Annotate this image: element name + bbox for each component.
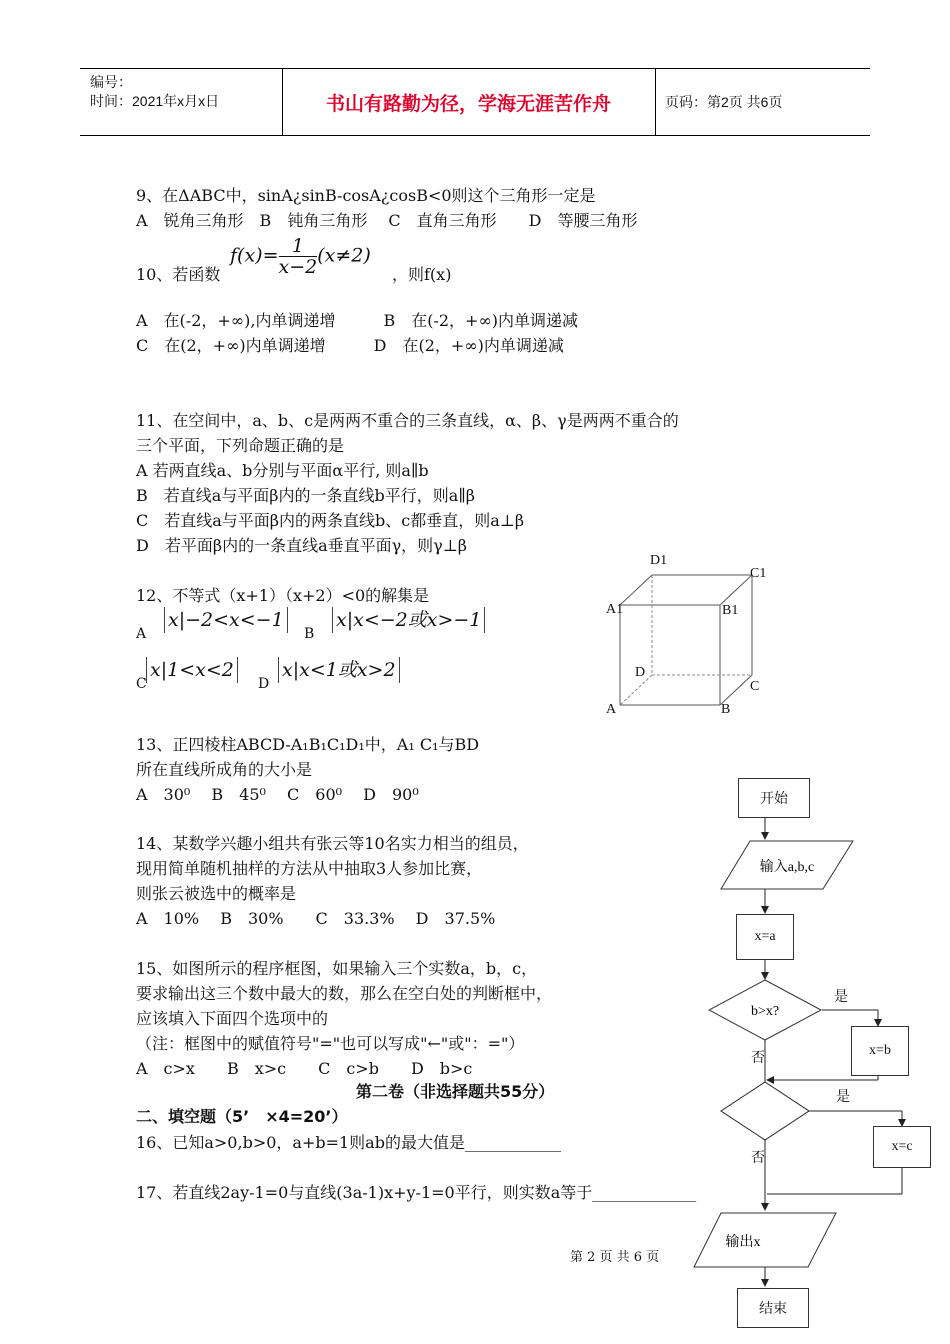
page-number: 页码：第2页 共6页 — [665, 94, 783, 110]
q12-b-set: x|x<−2或x>−1 — [332, 607, 485, 633]
q11-option-c: C 若直线a与平面β内的两条直线b、c都垂直，则a⊥β — [136, 511, 525, 530]
cube-label-a1: A1 — [606, 602, 624, 617]
q14-stem-2: 现用简单随机抽样的方法从中抽取3人参加比赛， — [136, 859, 483, 878]
q12-a-set: x|−2<x<−1 — [164, 607, 288, 633]
flow-decision1: b>x? — [750, 1004, 780, 1019]
cube-label-b: B — [721, 702, 731, 717]
q10-denominator: x−2 — [278, 256, 318, 278]
flow-input: 输入a,b,c — [759, 860, 815, 875]
q14-options: A 10% B 30% C 33.3% D 37.5% — [136, 909, 496, 928]
q15-stem-3: 应该填入下面四个选项中的 — [136, 1009, 329, 1028]
flow-assign-x-c: x=c — [873, 1126, 931, 1168]
q11-option-d: D 若平面β内的一条直线a垂直平面γ，则γ⊥β — [136, 536, 468, 555]
q13-options: A 30⁰ B 45⁰ C 60⁰ D 90⁰ — [136, 785, 419, 804]
flow-assign-x-a: x=a — [736, 914, 794, 960]
q11-option-b: B 若直线a与平面β内的一条直线b平行，则a∥β — [136, 486, 475, 505]
page-header — [80, 68, 870, 136]
section2-heading: 二、填空题（5’ ×4=20’） — [136, 1107, 348, 1126]
q10-suffix: ，则f(x) — [392, 265, 452, 284]
flow-output-shape — [693, 1212, 838, 1268]
q13-stem-2: 所在直线所成角的大小是 — [136, 760, 313, 779]
q10-options-2: C 在(2，+∞)内单调递增 D 在(2，+∞)内单调递减 — [136, 336, 564, 355]
flow-assign-x-b: x=b — [851, 1026, 909, 1076]
q10-func: f(x)= — [230, 244, 279, 267]
flow-output: 输出x — [725, 1235, 761, 1250]
part2-title: 第二卷（非选择题共55分） — [356, 1082, 555, 1101]
q10-formula — [230, 236, 371, 277]
cube-label-d: D — [635, 665, 646, 680]
q10-fraction — [279, 236, 318, 277]
q10-numerator: 1 — [279, 236, 318, 257]
q14-stem-1: 14、某数学兴趣小组共有张云等10名实力相当的组员， — [136, 834, 529, 853]
header-divider — [655, 69, 656, 135]
q11-option-a: A 若两直线a、b分别与平面α平行, 则a∥b — [136, 461, 429, 480]
q11-stem-1: 11、在空间中，a、b、c是两两不重合的三条直线，α、β、γ是两两不重合的 — [136, 411, 679, 430]
q17: 17、若直线2ay-1=0与直线(3a-1)x+y-1=0平行，则实数a等于_____________ — [136, 1183, 697, 1202]
q11-stem-2: 三个平面，下列命题正确的是 — [136, 436, 345, 455]
cube-label-a: A — [606, 702, 617, 717]
q12-d-set: x|x<1或x>2 — [278, 657, 400, 683]
q15-note: （注：框图中的赋值符号"="也可以写成"←"或"：="） — [136, 1034, 525, 1053]
q14-stem-3: 则张云被选中的概率是 — [136, 884, 297, 903]
q12-c-label: C — [136, 676, 147, 692]
flow-decision1-shape — [708, 979, 823, 1041]
flow-start: 开始 — [738, 778, 810, 818]
page-footer: 第 2 页 共 6 页 — [570, 1250, 660, 1265]
q15-stem-2: 要求输出这三个数中最大的数，那么在空白处的判断框中， — [136, 984, 553, 1003]
flow-yes1: 是 — [834, 990, 848, 1005]
q16: 16、已知a>0,b>0，a+b=1则ab的最大值是____________ — [136, 1133, 561, 1152]
q10-condition: (x≠2) — [317, 244, 371, 267]
number-label: 编号： — [90, 74, 132, 90]
flow-yes2: 是 — [836, 1090, 850, 1105]
q9-stem: 9、在ΔABC中，sinA¿sinB-cosA¿cosB<0则这个三角形一定是 — [136, 186, 596, 205]
q15-options: A c>x B x>c C c>b D b>c — [136, 1059, 473, 1078]
flow-no1: 否 — [751, 1051, 765, 1066]
q12-stem: 12、不等式（x+1）（x+2）<0的解集是 — [136, 586, 430, 605]
cube-label-d1: D1 — [650, 553, 668, 568]
q10-options-1: A 在(-2，+∞),内单调递增 B 在(-2，+∞)内单调递减 — [136, 311, 579, 330]
flow-input-shape — [720, 840, 855, 890]
q9-options: A 锐角三角形 B 钝角三角形 C 直角三角形 D 等腰三角形 — [136, 211, 638, 230]
cube-label-c1: C1 — [750, 566, 767, 581]
q13-stem-1: 13、正四棱柱ABCD-A₁B₁C₁D₁中，A₁ C₁与BD — [136, 735, 480, 754]
q12-a-label: A — [136, 626, 147, 642]
q15-stem-1: 15、如图所示的程序框图，如果输入三个实数a，b，c， — [136, 959, 538, 978]
cube-figure — [600, 545, 790, 725]
q10-prefix: 10、若函数 — [136, 265, 221, 284]
cube-label-c: C — [750, 679, 760, 694]
q12-c-set: x|1<x<2 — [146, 657, 238, 683]
flow-end: 结束 — [737, 1288, 809, 1328]
q12-d-label: D — [258, 676, 270, 692]
q12-b-label: B — [304, 626, 315, 642]
header-meta — [90, 73, 219, 111]
cube-label-b1: B1 — [722, 603, 739, 618]
motto: 书山有路勤为径，学海无涯苦作舟 — [325, 92, 611, 115]
flow-no2: 否 — [751, 1151, 765, 1166]
time-label: 时间：2021年x月x日 — [90, 93, 220, 109]
